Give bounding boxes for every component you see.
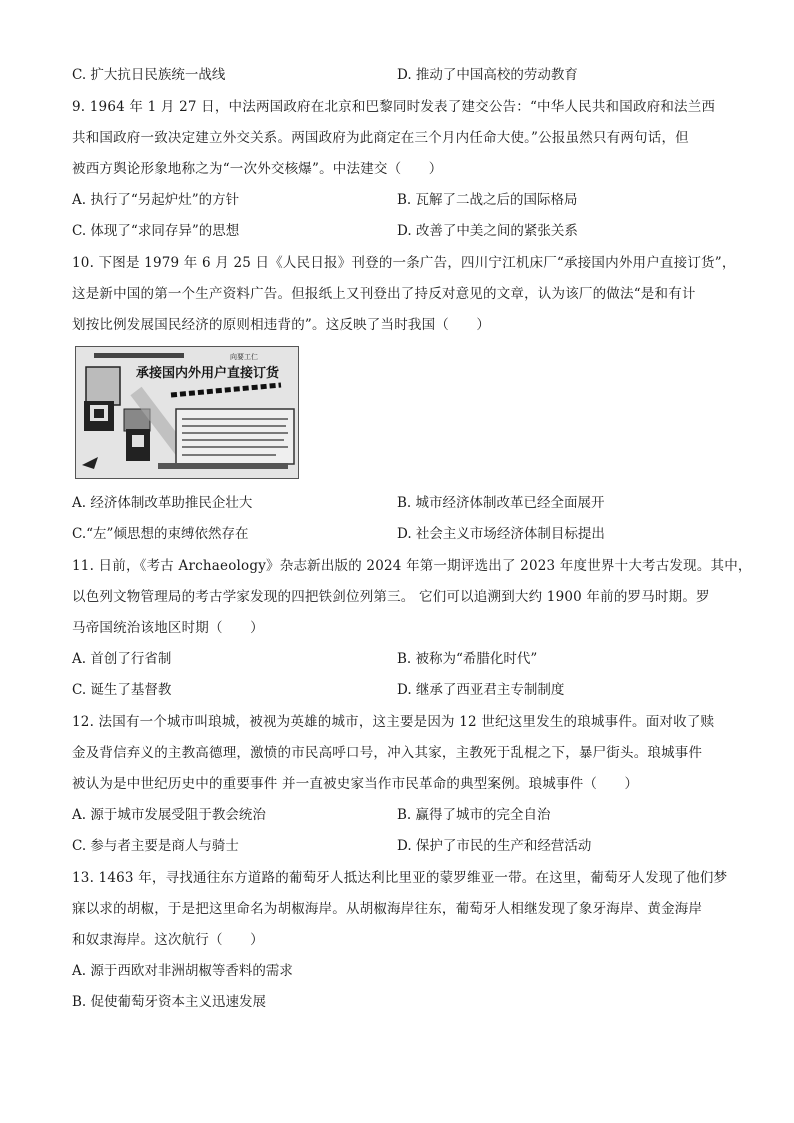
figure-top-label: 向要工仁 [230, 353, 258, 361]
q13-stem-line-2: 寐以求的胡椒，于是把这里命名为胡椒海岸。从胡椒海岸往东，葡萄牙人相继发现了象牙海岸、黄金海岸 [72, 901, 703, 917]
q10-option-b: B. 城市经济体制改革已经全面展开 [397, 495, 605, 511]
q11-option-b: B. 被称为“希腊化时代” [397, 651, 538, 667]
q10-stem-line-3: 划按比例发展国民经济的原则相违背的”。这反映了当时我国（ ） [72, 317, 491, 333]
q12-option-a: A. 源于城市发展受阻于教会统治 [72, 807, 266, 823]
q10-option-c: C.“左”倾思想的束缚依然存在 [72, 526, 249, 542]
q10-option-a: A. 经济体制改革助推民企壮大 [72, 495, 253, 511]
q9-stem-line-1: 9. 1964 年 1 月 27 日，中法两国政府在北京和巴黎同时发表了建交公告：“中华人民共和国政府和法兰西 [72, 99, 716, 115]
q13-stem-line-1: 13. 1463 年，寻找通往东方道路的葡萄牙人抵达利比里亚的蒙罗维亚一带。在这里，葡萄牙人发现了他们梦 [72, 870, 728, 886]
q11-option-c: C. 诞生了基督教 [72, 682, 172, 698]
q12-option-d: D. 保护了市民的生产和经营活动 [397, 838, 592, 854]
q12-option-b: B. 赢得了城市的完全自治 [397, 807, 551, 823]
q12-stem-line-2: 金及背信弃义的主教高德理，激愤的市民高呼口号，冲入其家，主教死于乱棍之下，暴尸街头。琅城事件 [72, 745, 703, 761]
q9-option-d: D. 改善了中美之间的紧张关系 [397, 223, 578, 239]
q9-option-a: A. 执行了“另起炉灶”的方针 [72, 192, 240, 208]
q9-option-b: B. 瓦解了二战之后的国际格局 [397, 192, 578, 208]
q13-option-b: B. 促使葡萄牙资本主义迅速发展 [72, 994, 267, 1010]
q10-option-d: D. 社会主义市场经济体制目标提出 [397, 526, 605, 542]
figure-headline: 承接国内外用户直接订货 [136, 366, 280, 381]
q9-stem-line-2: 共和国政府一致决定建立外交关系。两国政府为此商定在三个月内任命大使。”公报虽然只有两句话，但 [72, 130, 689, 146]
q11-option-a: A. 首创了行省制 [72, 651, 172, 667]
newspaper-advertisement-photo-icon [76, 347, 299, 479]
q12-option-c: C. 参与者主要是商人与骑士 [72, 838, 239, 854]
q12-stem-line-3: 被认为是中世纪历史中的重要事件 并一直被史家当作市民革命的典型案例。琅城事件（ ） [72, 776, 639, 792]
q8-option-d: D. 推动了中国高校的劳动教育 [397, 67, 578, 83]
q11-stem-line-3: 马帝国统治该地区时期（ ） [72, 620, 264, 636]
newspaper-advertisement-figure [75, 346, 299, 479]
q11-option-d: D. 继承了西亚君主专制制度 [397, 682, 565, 698]
q10-stem-line-2: 这是新中国的第一个生产资料广告。但报纸上又刊登出了持反对意见的文章，认为该厂的做法“是和有计 [72, 286, 696, 302]
q13-stem-line-3: 和奴隶海岸。这次航行（ ） [72, 932, 264, 948]
q13-option-a: A. 源于西欧对非洲胡椒等香料的需求 [72, 963, 293, 979]
q10-stem-line-1: 10. 下图是 1979 年 6 月 25 日《人民日报》刊登的一条广告，四川宁江机床厂“承接国内外用户直接订货”， [72, 255, 736, 271]
q11-stem-line-1: 11. 日前，《考古 Archaeology》杂志新出版的 2024 年第一期评选出了 2023 年度世界十大考古发现。其中， [72, 558, 752, 574]
q12-stem-line-1: 12. 法国有一个城市叫琅城，被视为英雄的城市，这主要是因为 12 世纪这里发生的琅城事件。面对收了赎 [72, 714, 715, 730]
q8-option-c: C. 扩大抗日民族统一战线 [72, 67, 226, 83]
q11-stem-line-2: 以色列文物管理局的考古学家发现的四把铁剑位列第三。 它们可以追溯到大约 1900 年前的罗马时期。罗 [72, 589, 710, 605]
q9-option-c: C. 体现了“求同存异”的思想 [72, 223, 240, 239]
q9-stem-line-3: 被西方舆论形象地称之为“一次外交核爆”。中法建交（ ） [72, 161, 443, 177]
